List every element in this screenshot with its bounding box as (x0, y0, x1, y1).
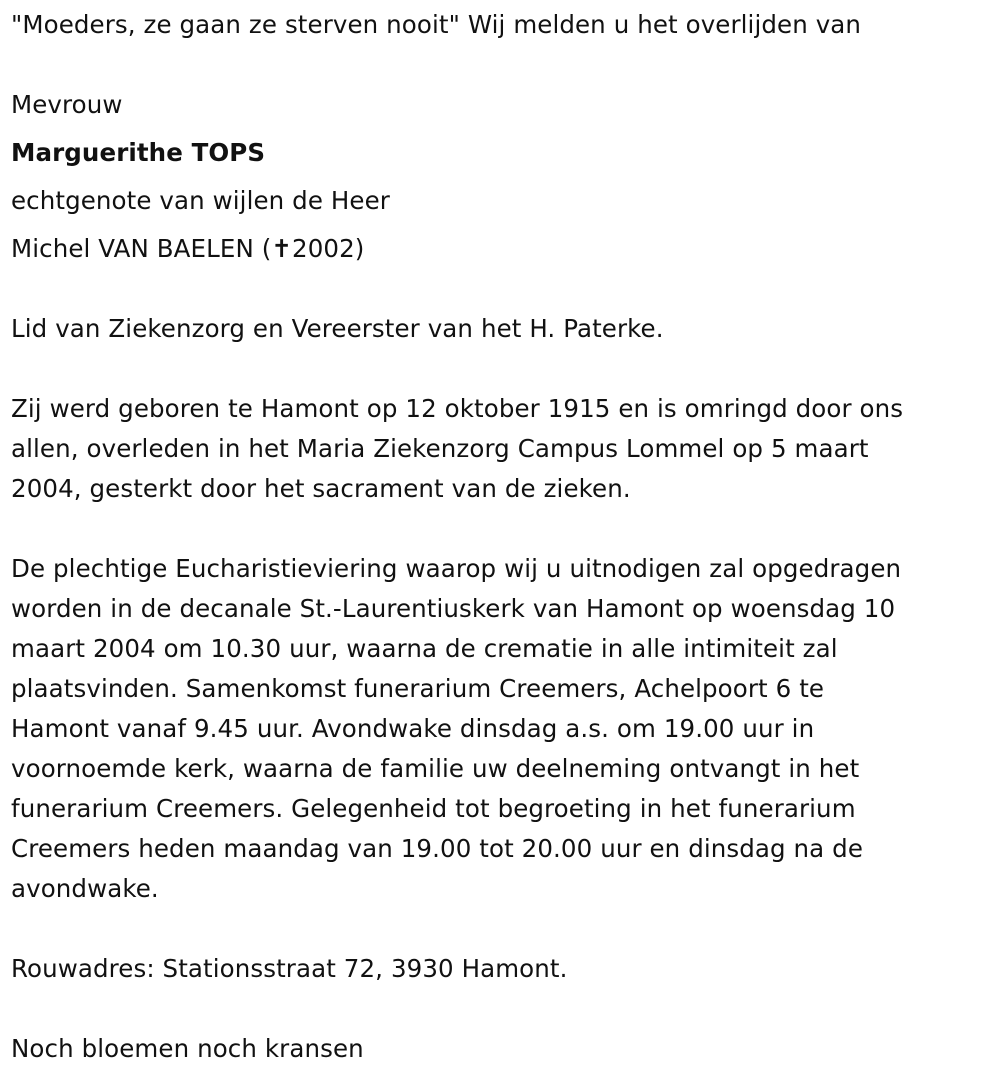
paragraph-line: Creemers heden maandag van 19.00 tot 20.00 uur en dinsdag na de (11, 834, 864, 863)
paragraph-line: De plechtige Eucharistieviering waarop wij u uitnodigen zal opgedragen (11, 554, 902, 583)
paragraph-line: voornoemde kerk, waarna de familie uw deelneming ontvangt in het (11, 754, 860, 783)
intro-text: "Moeders, ze gaan ze sterven nooit" Wij melden u het overlijden van (11, 10, 862, 39)
mourning-address: Rouwadres: Stationsstraat 72, 3930 Hamont. (11, 954, 568, 983)
paragraph-line: Hamont vanaf 9.45 uur. Avondwake dinsdag a.s. om 19.00 uur in (11, 714, 815, 743)
paragraph-line: maart 2004 om 10.30 uur, waarna de crematie in alle intimiteit zal (11, 634, 838, 663)
flowers-notice: Noch bloemen noch kransen (11, 1034, 364, 1063)
membership-text: Lid van Ziekenzorg en Vereerster van het H. Paterke. (11, 314, 664, 343)
ceremony-paragraph (11, 549, 986, 909)
paragraph-line: 2004, gesterkt door het sacrament van de zieken. (11, 474, 631, 503)
paragraph-line: funerarium Creemers. Gelegenheid tot begroeting in het funerarium (11, 794, 856, 823)
spouse-line-2: Michel VAN BAELEN (✝2002) (11, 234, 365, 263)
birth-death-paragraph (11, 389, 986, 509)
honorific: Mevrouw (11, 90, 123, 119)
paragraph-line: Zij werd geboren te Hamont op 12 oktober 1915 en is omringd door ons (11, 394, 904, 423)
spouse-line-1: echtgenote van wijlen de Heer (11, 186, 390, 215)
paragraph-line: worden in de decanale St.-Laurentiuskerk van Hamont op woensdag 10 (11, 594, 896, 623)
deceased-name: Marguerithe TOPS (11, 138, 266, 167)
paragraph-line: avondwake. (11, 874, 159, 903)
paragraph-line: allen, overleden in het Maria Ziekenzorg Campus Lommel op 5 maart (11, 434, 869, 463)
paragraph-line: plaatsvinden. Samenkomst funerarium Creemers, Achelpoort 6 te (11, 674, 825, 703)
